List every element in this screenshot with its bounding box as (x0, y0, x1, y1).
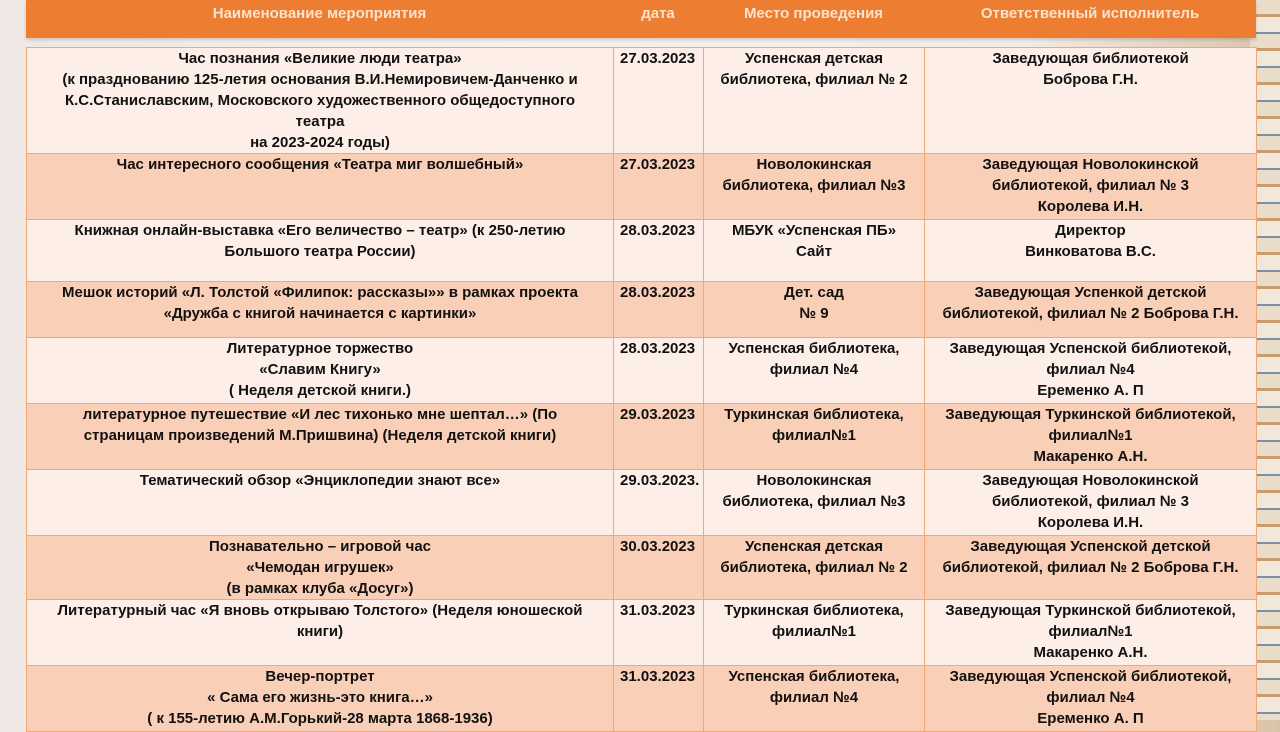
event-cell: Час познания «Великие люди театра» (к празднованию 125-летия основания В.И.Немировичем-Данченко и К.С.Станиславским, Московского художественного общедоступного театра на 2023-2024 годы) (27, 48, 614, 154)
responsible-cell: Заведующая Туркинской библиотекой, филиал№1 Макаренко А.Н. (925, 404, 1257, 470)
event-cell: Литературное торжество «Славим Книгу» ( Неделя детской книги.) (27, 338, 614, 404)
responsible-cell: Заведующая Туркинской библиотекой, филиал№1 Макаренко А.Н. (925, 600, 1257, 666)
table-row (27, 536, 1257, 600)
header-event: Наименование мероприятия (212, 5, 427, 22)
place-cell: Новолокинская библиотека, филиал №3 (704, 470, 925, 536)
date-cell: 27.03.2023 (614, 48, 704, 154)
date-cell: 30.03.2023 (614, 536, 704, 600)
place-cell: МБУК «Успенская ПБ» Сайт (704, 220, 925, 282)
responsible-cell: Заведующая Успенской детской библиотекой, филиал № 2 Боброва Г.Н. (925, 536, 1257, 600)
responsible-cell: Заведующая библиотекой Боброва Г.Н. (925, 48, 1257, 154)
date-cell: 29.03.2023 (614, 404, 704, 470)
event-cell: Вечер-портрет « Сама его жизнь-это книга…» ( к 155-летию А.М.Горький-28 марта 1868-1936) (27, 666, 614, 732)
event-cell: Час интересного сообщения «Театра миг волшебный» (27, 154, 614, 220)
date-cell: 27.03.2023 (614, 154, 704, 220)
table-row (27, 404, 1257, 470)
place-cell: Успенская детская библиотека, филиал № 2 (704, 536, 925, 600)
table-row (27, 338, 1257, 404)
date-cell: 28.03.2023 (614, 282, 704, 338)
place-cell: Дет. сад № 9 (704, 282, 925, 338)
date-cell: 29.03.2023. (614, 470, 704, 536)
responsible-cell: Заведующая Успенкой детской библиотекой, филиал № 2 Боброва Г.Н. (925, 282, 1257, 338)
place-cell: Туркинская библиотека, филиал№1 (704, 600, 925, 666)
event-cell: Тематический обзор «Энциклопедии знают все» (27, 470, 614, 536)
responsible-cell: Директор Винковатова В.С. (925, 220, 1257, 282)
header-responsible: Ответственный исполнитель (980, 5, 1200, 22)
event-cell: Познавательно – игровой час «Чемодан игрушек» (в рамках клуба «Досуг») (27, 536, 614, 600)
responsible-cell: Заведующая Новолокинской библиотекой, филиал № 3 Королева И.Н. (925, 154, 1257, 220)
responsible-cell: Заведующая Успенской библиотекой, филиал №4 Еременко А. П (925, 338, 1257, 404)
place-cell: Успенская библиотека, филиал №4 (704, 338, 925, 404)
table-row (27, 282, 1257, 338)
date-cell: 28.03.2023 (614, 338, 704, 404)
place-cell: Новолокинская библиотека, филиал №3 (704, 154, 925, 220)
date-cell: 31.03.2023 (614, 666, 704, 732)
table-row (27, 220, 1257, 282)
responsible-cell: Заведующая Новолокинской библиотекой, филиал № 3 Королева И.Н. (925, 470, 1257, 536)
date-cell: 28.03.2023 (614, 220, 704, 282)
table-row (27, 470, 1257, 536)
event-cell: Книжная онлайн-выставка «Его величество – театр» (к 250-летию Большого театра России) (27, 220, 614, 282)
event-cell: Мешок историй «Л. Толстой «Филипок: рассказы»» в рамках проекта «Дружба с книгой начинается с картинки» (27, 282, 614, 338)
table-row (27, 666, 1257, 732)
table-row (27, 48, 1257, 154)
events-table (26, 47, 1257, 732)
table-row (27, 600, 1257, 666)
header-place: Место проведения (743, 5, 884, 22)
date-cell: 31.03.2023 (614, 600, 704, 666)
table-row (27, 154, 1257, 220)
header-date: дата (641, 5, 675, 22)
place-cell: Туркинская библиотека, филиал№1 (704, 404, 925, 470)
event-cell: литературное путешествие «И лес тихонько мне шептал…» (По страницам произведений М.Пришвина) (Неделя детской книги) (27, 404, 614, 470)
table-header (26, 0, 1256, 38)
event-cell: Литературный час «Я вновь открываю Толстого» (Неделя юношеской книги) (27, 600, 614, 666)
place-cell: Успенская детская библиотека, филиал № 2 (704, 48, 925, 154)
place-cell: Успенская библиотека, филиал №4 (704, 666, 925, 732)
responsible-cell: Заведующая Успенской библиотекой, филиал №4 Еременко А. П (925, 666, 1257, 732)
